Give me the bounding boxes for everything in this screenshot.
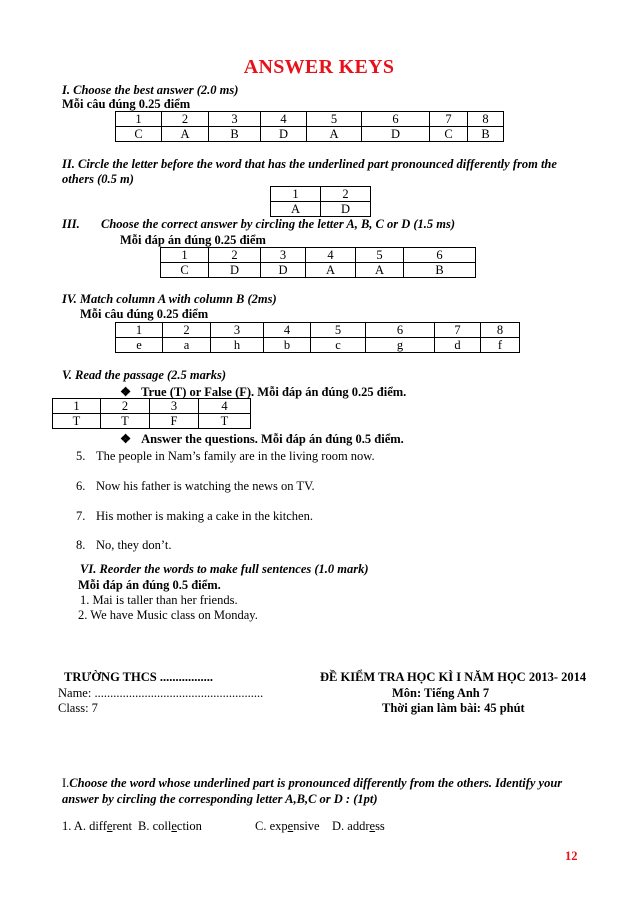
table-cell-number: 6 [362,112,430,127]
section-1-heading: I. Choose the best answer (2.0 ms) [62,83,239,97]
underlined-letter: e [171,819,177,833]
table-cell-answer: D [261,127,307,142]
table-cell-number: 8 [481,323,520,338]
section-3-roman: III. [62,217,80,231]
option-text: ss [375,819,385,833]
question-1-option-a [62,819,132,834]
table-row-numbers [116,112,504,127]
bullet-diamond-icon: ❖ [120,385,132,399]
table-cell-answer: C [161,263,209,278]
table-cell-answer: F [150,414,199,429]
table-cell-number: 2 [209,248,261,263]
table-cell-answer: D [362,127,430,142]
table-cell-answer: B [404,263,476,278]
table-cell-answer: e [116,338,163,353]
table-cell-number: 4 [264,323,311,338]
table-cell-answer: f [481,338,520,353]
table-cell-answer: a [163,338,211,353]
underlined-letter: e [106,819,113,833]
table-cell-number: 2 [163,323,211,338]
question-1-option-c [255,819,320,834]
table-cell-answer: B [209,127,261,142]
bullet-diamond-icon: ❖ [120,432,132,446]
answer-number: 5. [76,449,86,463]
table-cell-number: 5 [307,112,362,127]
section-6-note: Mỗi đáp án đúng 0.5 điểm. [78,578,221,592]
table-cell-answer: A [271,202,321,217]
underlined-letter: e [287,819,294,833]
part-1-heading-text: Choose the word whose underlined part is pronounced differently from the others. Identify your [69,776,563,790]
table-cell-number: 1 [53,399,101,414]
table-row-numbers [161,248,476,263]
section-3-heading: Choose the correct answer by circling the letter A, B, C or D (1.5 ms) [101,217,456,231]
section-6-answer-2: 2. We have Music class on Monday. [78,608,258,622]
table-row-numbers [53,399,251,414]
table-cell-number: 3 [209,112,261,127]
section-1-note: Mỗi câu đúng 0.25 điểm [62,97,191,111]
table-cell-number: 3 [150,399,199,414]
table-cell-number: 5 [356,248,404,263]
table-cell-number: 2 [101,399,150,414]
section-2-heading-line1: II. Circle the letter before the word that has the underlined part pronounced differently from the [62,157,557,171]
school-name: TRƯỜNG THCS ................. [64,670,213,684]
part-1-heading-line1 [62,776,562,791]
table-cell-number: 7 [430,112,468,127]
table-row-answers [116,127,504,142]
section-5-tf-table [52,398,251,429]
part-1-heading-line2: answer by circling the corresponding letter A,B,C or D : (1pt) [62,792,378,806]
section-2-heading-line2: others (0.5 m) [62,172,134,186]
table-cell-answer: A [356,263,404,278]
section-4-answer-table [115,322,520,353]
option-text: nsive [293,819,320,833]
table-cell-answer: T [53,414,101,429]
option-text: 1. A. diff [62,819,107,833]
answer-text: The people in Nam’s family are in the living room now. [96,449,375,463]
table-row-answers [161,263,476,278]
table-cell-answer: D [261,263,306,278]
page-title: ANSWER KEYS [243,56,395,78]
section-6-heading: VI. Reorder the words to make full sentences (1.0 mark) [80,562,369,576]
table-cell-number: 3 [211,323,264,338]
table-cell-answer: h [211,338,264,353]
section-5-questions-line [120,431,404,447]
table-cell-number: 1 [116,112,162,127]
table-cell-answer: A [306,263,356,278]
option-text: rent [112,819,132,833]
answer-number: 8. [76,538,86,552]
table-cell-answer: c [311,338,366,353]
table-row-numbers [116,323,520,338]
section-6-answer-1: 1. Mai is taller than her friends. [80,593,238,607]
table-cell-number: 1 [161,248,209,263]
page-number: 12 [565,849,578,863]
table-cell-answer: D [321,202,371,217]
student-class-line: Class: 7 [58,701,98,715]
answer-text: His mother is making a cake in the kitchen. [96,509,313,523]
option-text: C. exp [255,819,288,833]
section-5-tf-heading: True (T) or False (F). Mỗi đáp án đúng 0.25 điểm. [141,385,407,399]
exam-title: ĐỀ KIỂM TRA HỌC KÌ I NĂM HỌC 2013- 2014 [320,670,587,684]
table-cell-number: 1 [116,323,163,338]
table-cell-number: 4 [261,112,307,127]
table-cell-answer: T [199,414,251,429]
question-1-option-b [138,819,202,834]
table-cell-answer: B [468,127,504,142]
table-cell-number: 5 [311,323,366,338]
answer-number: 7. [76,509,86,523]
answer-text: Now his father is watching the news on TV. [96,479,315,493]
table-row-answers [116,338,520,353]
option-text: B. coll [138,819,172,833]
table-cell-number: 4 [199,399,251,414]
part-1-number: I. [62,776,70,790]
table-row-numbers [271,187,371,202]
table-cell-number: 6 [366,323,435,338]
section-5-heading: V. Read the passage (2.5 marks) [62,368,227,382]
table-cell-number: 1 [271,187,321,202]
table-cell-answer: T [101,414,150,429]
table-cell-answer: C [116,127,162,142]
section-4-heading: IV. Match column A with column B (2ms) [62,292,277,306]
table-cell-answer: A [307,127,362,142]
table-cell-answer: b [264,338,311,353]
question-1-option-d [332,819,385,834]
student-name-line: Name: ...................................................... [58,686,264,700]
table-cell-number: 7 [435,323,481,338]
section-1-answer-table [115,111,504,142]
section-2-answer-table [270,186,371,217]
table-cell-answer: A [162,127,209,142]
section-4-note: Mỗi câu đúng 0.25 điểm [80,307,209,321]
exam-time: Thời gian làm bài: 45 phút [382,701,525,715]
answer-number: 6. [76,479,86,493]
option-text: ction [176,819,202,833]
table-row-answers [53,414,251,429]
table-cell-answer: d [435,338,481,353]
table-cell-answer: C [430,127,468,142]
section-5-q-heading: Answer the questions. Mỗi đáp án đúng 0.5 điểm. [141,432,404,446]
table-cell-number: 8 [468,112,504,127]
underlined-letter: e [369,819,376,833]
section-3-answer-table [160,247,476,278]
table-cell-answer: D [209,263,261,278]
table-cell-number: 2 [321,187,371,202]
answer-text: No, they don’t. [96,538,172,552]
table-cell-number: 4 [306,248,356,263]
table-row-answers [271,202,371,217]
exam-subject: Môn: Tiếng Anh 7 [392,686,490,700]
table-cell-answer: g [366,338,435,353]
section-3-note: Mỗi đáp án đúng 0.25 điểm [120,233,266,247]
table-cell-number: 6 [404,248,476,263]
option-text: D. addr [332,819,370,833]
table-cell-number: 3 [261,248,306,263]
table-cell-number: 2 [162,112,209,127]
